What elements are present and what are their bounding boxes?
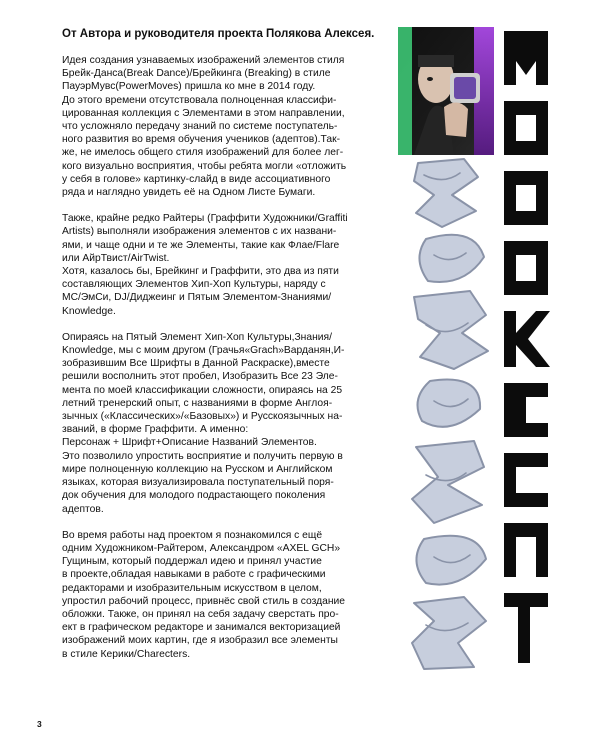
text-line: что усложняло передачу знаний по системе поступатель-: [62, 121, 338, 133]
article-body: [62, 54, 402, 661]
text-line: в проекте,обладая навыками в работе с графическими: [62, 569, 326, 581]
text-line: MC/ЭмСи, DJ/Диджеинг и Пятым Элементом-Знаниями/: [62, 292, 332, 304]
text-line: ного развития во время обучения учеников (адептов).Так-: [62, 134, 341, 146]
text-line: Knowledge, мы с моим другом (Грачья«Grach»Варданян,И-: [62, 345, 345, 357]
text-line: Гущиным, который поддержал идею и принял участие: [62, 556, 322, 568]
paragraph: [62, 212, 402, 318]
text-line: кого визуально восприятия, чтобы ребята могли «отложить: [62, 160, 347, 172]
text-line: летний тренерский опыт, с названиями в форме Англоя-: [62, 397, 333, 409]
text-line: упростил рабочий процесс, привнёс свой стиль в создание: [62, 595, 346, 607]
text-line: одним Художником-Райтером, Александром «AXEL GCH»: [62, 542, 341, 554]
author-photo: [398, 27, 494, 155]
text-line: Во время работы над проектом я познакомился с ещё: [62, 529, 323, 541]
text-line: цированная коллекция с Элементами в этом направлении,: [62, 107, 345, 119]
text-line: в стиле Керики/Charecters.: [62, 648, 191, 660]
paragraph: [62, 529, 402, 661]
text-line: Персонаж + Шрифт+Описание Названий Элементов.: [62, 437, 317, 449]
text-line: ями, и чаще одни и те же Элементы, такие как Флае/Flare: [62, 239, 340, 251]
text-line: зобразившим Все Шрифты в Данной Раскраске),вместе: [62, 358, 330, 370]
text-line: редакторами и изобразительным искусством в целом,: [62, 582, 322, 594]
graffiti-lettering-art: [404, 155, 496, 675]
vertical-logo-art: [500, 27, 552, 667]
text-line: Artists) выполняли изображения элементов с их названи-: [62, 226, 337, 238]
text-line: зычных («Классических»/«Базовых») и Русскоязычных на-: [62, 411, 343, 423]
text-line: Опираясь на Пятый Элемент Хип-Хоп Культуры,Знания/: [62, 331, 332, 343]
paragraph: [62, 331, 402, 516]
page-number: 3: [37, 719, 42, 729]
text-line: званий, в форме Граффити. А именно:: [62, 424, 249, 436]
page-title: От Автора и руководителя проекта Полякова Алексея.: [62, 28, 375, 40]
text-line: или АйрТвист/AirTwist.: [62, 252, 170, 264]
text-line: Также, крайне редко Райтеры (Граффити Художники/Graffiti: [62, 213, 348, 225]
text-line: Брейк-Данса(Break Dance)/Брейкинга (Breaking) в стиле: [62, 68, 331, 80]
text-line: Это позволило упростить восприятие и получить первую в: [62, 450, 343, 462]
text-line: же, не имелось общего стиля изображений для более лег-: [62, 147, 344, 159]
text-line: Идея создания узнаваемых изображений элементов стиля: [62, 55, 345, 66]
paragraph: [62, 54, 402, 199]
text-line: Хотя, казалось бы, Брейкинг и Граффити, это два из пяти: [62, 266, 339, 278]
text-line: обложки. Также, он принял на себя задачу сверстать про-: [62, 608, 339, 620]
text-line: решили восполнить этот пробел, Изобразить Все 23 Эле-: [62, 371, 338, 383]
text-line: До этого времени отсутствовала полноценная классифи-: [62, 94, 337, 106]
graffiti-lettering: [404, 155, 496, 675]
author-photo-image: [398, 27, 494, 155]
text-line: адептов.: [62, 503, 104, 515]
text-line: Knowledge.: [62, 305, 116, 317]
text-line: изображений моих картин, где я изобразил все элементы: [62, 635, 338, 647]
text-line: у себя в голове» картинку-слайд в виде ассоциативного: [62, 173, 331, 185]
text-line: ряда и наглядно увидеть её на Одном Листе Бумаги.: [62, 187, 316, 199]
text-line: док обучения для молодого подрастающего поколения: [62, 490, 326, 502]
text-line: ект в графическом редакторе и занимался векторизацией: [62, 622, 341, 634]
vertical-logo-lettering: [500, 27, 552, 667]
text-line: ПауэрМувс(PowerMoves) пришла ко мне в 2014 году.: [62, 81, 316, 93]
text-line: мента по моей классификации сложности, опираясь на 25: [62, 384, 343, 396]
text-line: языках, которая визуализировала поступательный поря-: [62, 477, 334, 489]
text-line: мире полноценную коллекцию на Русском и Английском: [62, 463, 333, 475]
text-line: составляющих Элементов Хип-Хоп Культуры, наряду с: [62, 279, 326, 291]
